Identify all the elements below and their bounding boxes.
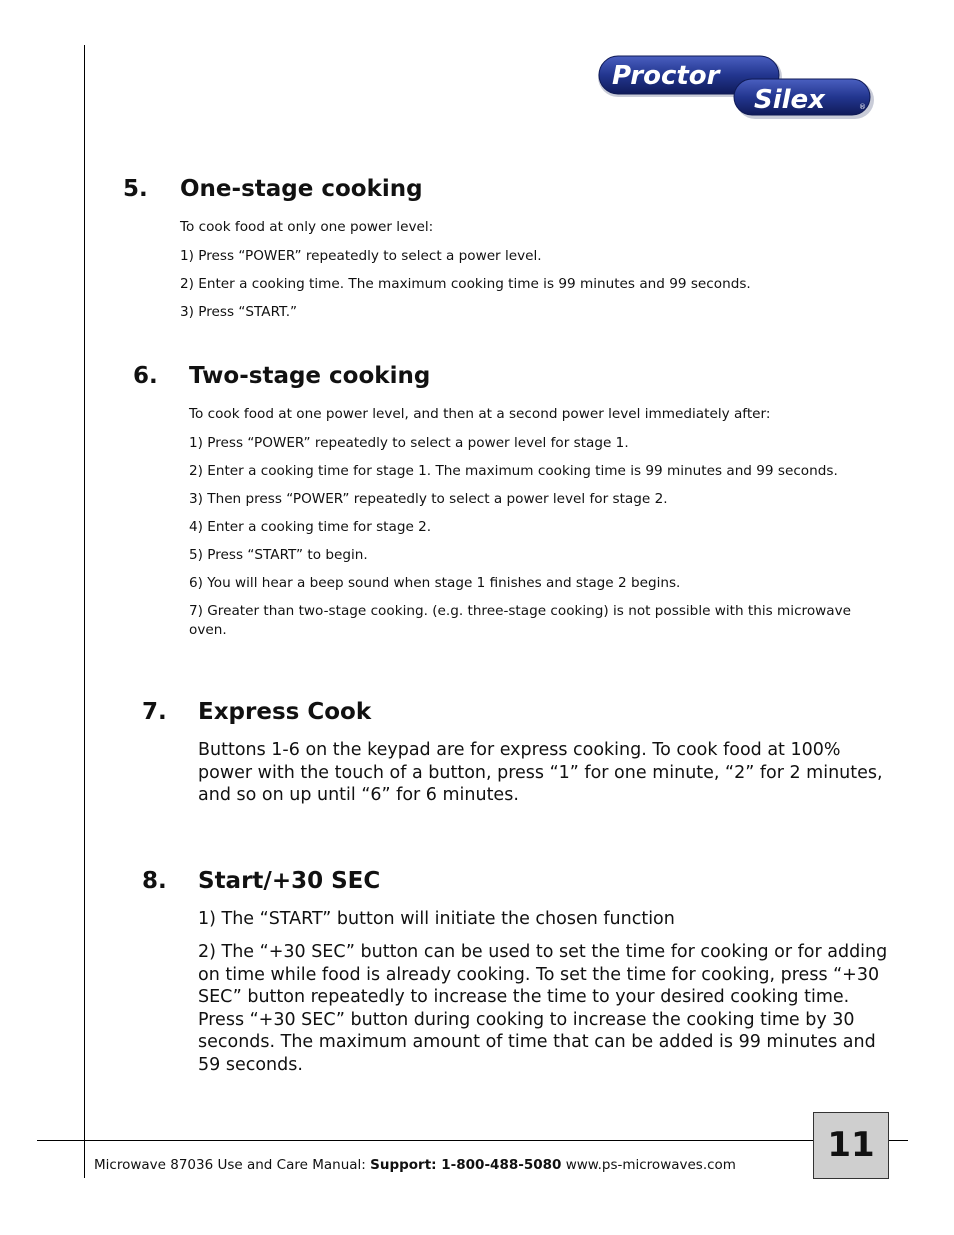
section-6-step-7: 7) Greater than two-stage cooking. (e.g. three-stage cooking) is not possible with this microwave oven. [189,603,852,638]
section-7-body: Buttons 1-6 on the keypad are for express cooking. To cook food at 100% power with the touch of a button, press “1” for one minute, “2” for 2 minutes, and so on up until “6” for 6 minutes. [198,740,883,805]
footer-support-phone: Support: 1-800-488-5080 [370,1157,562,1173]
logo-registered-mark: ® [859,103,866,111]
margin-rule-vertical [84,45,85,1178]
section-6-step-6: 6) You will hear a beep sound when stage 1 finishes and stage 2 begins. [189,575,681,591]
section-5-number: 5. [123,176,148,202]
section-6-step-3: 3) Then press “POWER” repeatedly to select a power level for stage 2. [189,491,668,507]
section-8-step-2: 2) The “+30 SEC” button can be used to set the time for cooking or for adding on time while food is already cooking. To set the time for cooking, press “+30 SEC” button repeatedly to increase the time to your desired cooking time. Press “+30 SEC” button during cooking to increase the cooking time by 30 seconds. The maximum amount of time that can be added is 99 minutes and 59 seconds. [198,942,888,1075]
section-7-title: Express Cook [198,699,372,725]
section-5-step-3: 3) Press “START.” [180,304,298,320]
section-5-intro: To cook food at only one power level: [180,219,434,235]
logo-word-silex: Silex [754,85,825,115]
section-5-title: One-stage cooking [180,176,423,202]
section-8-number: 8. [142,868,167,894]
logo-word-proctor: Proctor [612,61,720,91]
section-6-title: Two-stage cooking [189,363,431,389]
section-6-number: 6. [133,363,158,389]
section-8-step-1: 1) The “START” button will initiate the chosen function [198,909,675,929]
proctor-silex-logo [596,54,876,122]
section-6-step-2: 2) Enter a cooking time for stage 1. The maximum cooking time is 99 minutes and 99 seconds. [189,463,838,479]
footer-manual-title: Microwave 87036 Use and Care Manual: [94,1157,366,1173]
footer-website-link[interactable]: www.ps-microwaves.com [565,1157,736,1173]
section-6-step-4: 4) Enter a cooking time for stage 2. [189,519,432,535]
page-number: 11 [813,1112,889,1179]
section-6-step-5: 5) Press “START” to begin. [189,547,368,563]
section-7-number: 7. [142,699,167,725]
section-6-step-1: 1) Press “POWER” repeatedly to select a power level for stage 1. [189,435,629,451]
section-6-intro: To cook food at one power level, and then at a second power level immediately after: [189,406,771,422]
section-8-title: Start/+30 SEC [198,868,381,894]
section-5-step-2: 2) Enter a cooking time. The maximum cooking time is 99 minutes and 99 seconds. [180,276,751,292]
section-5-step-1: 1) Press “POWER” repeatedly to select a power level. [180,248,542,264]
footer-rule [37,1140,908,1141]
footer-text [94,1157,736,1173]
